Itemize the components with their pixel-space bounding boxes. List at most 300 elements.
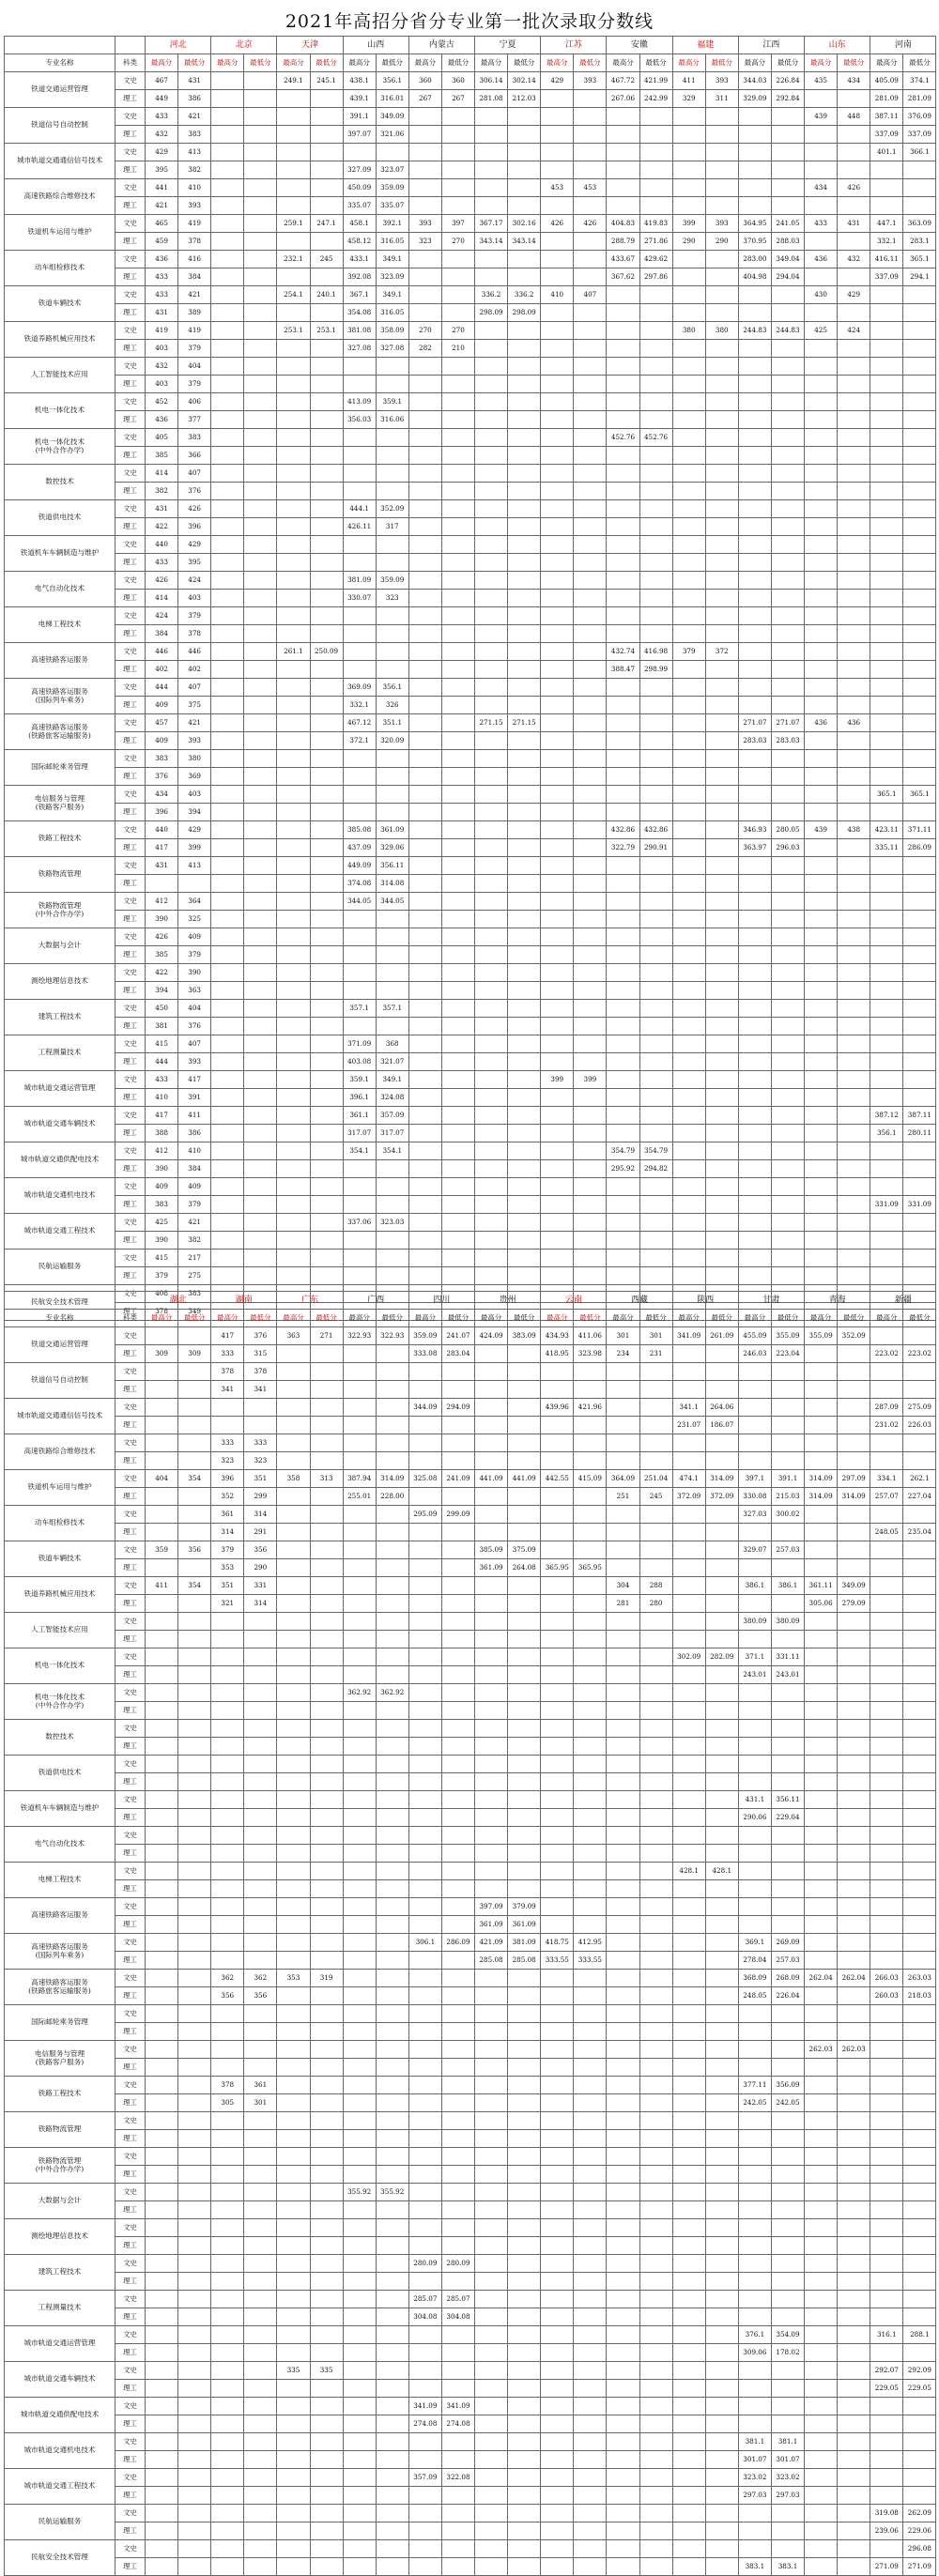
score-cell	[672, 1506, 705, 1524]
score-cell	[903, 1613, 936, 1631]
score-cell: 285.08	[508, 1952, 541, 1970]
score-cell: 376.09	[903, 108, 936, 126]
subject-type: 文史	[115, 286, 146, 304]
score-cell	[508, 607, 541, 625]
score-cell	[508, 1178, 541, 1196]
score-cell: 329	[672, 90, 705, 108]
score-cell	[244, 2362, 277, 2380]
score-cell	[838, 1250, 870, 1267]
score-cell	[211, 179, 244, 197]
score-cell	[805, 2130, 838, 2148]
table-row	[5, 893, 936, 911]
score-cell	[244, 429, 277, 447]
score-cell	[672, 1916, 705, 1934]
score-cell	[376, 2505, 408, 2522]
score-cell	[705, 2522, 738, 2540]
score-cell	[639, 179, 672, 197]
score-cell	[376, 2148, 408, 2166]
score-cell: 317.07	[343, 1125, 376, 1142]
score-cell	[244, 2023, 277, 2041]
score-cell	[771, 2415, 804, 2433]
score-cell	[607, 1250, 639, 1267]
score-cell	[607, 679, 639, 697]
score-cell	[607, 2451, 639, 2469]
score-cell	[475, 2219, 508, 2237]
score-cell	[541, 1160, 574, 1178]
score-cell	[441, 2184, 474, 2201]
score-cell	[607, 1773, 639, 1791]
subject-type: 文史	[115, 821, 146, 839]
table-row	[5, 1613, 936, 1631]
score-cell	[705, 2148, 738, 2166]
table-row	[5, 750, 936, 768]
score-cell	[475, 1178, 508, 1196]
score-cell: 354.1	[376, 1142, 408, 1160]
score-cell	[277, 2540, 310, 2558]
score-cell	[639, 679, 672, 697]
score-cell: 246.03	[738, 1345, 771, 1363]
score-cell	[475, 2059, 508, 2077]
score-cell	[574, 1267, 607, 1285]
score-cell	[639, 1363, 672, 1381]
score-cell	[310, 1809, 343, 1827]
score-cell	[244, 2148, 277, 2166]
major-name: 机电一体化技术 (中外合作办学)	[5, 1684, 115, 1720]
score-cell	[870, 643, 903, 661]
score-cell	[805, 1934, 838, 1952]
score-cell	[574, 679, 607, 697]
score-cell	[903, 554, 936, 572]
score-cell	[574, 1000, 607, 1018]
score-cell	[838, 1434, 870, 1452]
score-cell	[738, 1880, 771, 1898]
score-cell	[838, 2380, 870, 2398]
score-cell	[705, 839, 738, 857]
score-cell: 374.08	[343, 875, 376, 893]
score-cell	[607, 982, 639, 1000]
score-cell	[408, 1595, 441, 1613]
score-cell: 323.02	[771, 2469, 804, 2487]
score-cell	[672, 2522, 705, 2540]
score-cell	[475, 804, 508, 821]
header-min: 最低分	[376, 1310, 408, 1327]
major-name: 铁路物流管理 (中外合作办学)	[5, 893, 115, 928]
score-cell	[441, 750, 474, 768]
score-cell	[211, 1250, 244, 1267]
score-cell	[475, 161, 508, 179]
score-cell	[408, 1125, 441, 1142]
score-cell	[870, 1791, 903, 1809]
header-max: 最高分	[475, 1310, 508, 1327]
score-cell: 413	[178, 144, 211, 161]
score-cell	[738, 465, 771, 483]
score-cell	[870, 1381, 903, 1399]
header-max: 最高分	[211, 1310, 244, 1327]
score-cell	[310, 2255, 343, 2273]
score-cell	[343, 1756, 376, 1773]
score-cell	[574, 1631, 607, 1648]
score-cell	[738, 1863, 771, 1880]
score-cell	[705, 964, 738, 982]
score-cell	[343, 536, 376, 554]
score-cell	[475, 590, 508, 607]
score-cell	[903, 518, 936, 536]
score-cell	[211, 2059, 244, 2077]
subject-type: 理工	[115, 2094, 146, 2112]
score-cell: 426	[541, 215, 574, 233]
score-cell	[508, 857, 541, 875]
score-cell	[607, 1541, 639, 1559]
score-cell	[705, 590, 738, 607]
score-cell: 356.03	[343, 411, 376, 429]
score-cell	[277, 1666, 310, 1684]
table-row	[5, 126, 936, 144]
score-cell	[771, 465, 804, 483]
subject-type: 文史	[115, 429, 146, 447]
score-cell	[310, 465, 343, 483]
score-cell	[408, 376, 441, 393]
score-cell	[244, 1107, 277, 1125]
score-cell	[475, 376, 508, 393]
score-cell	[211, 2308, 244, 2326]
score-cell	[244, 2522, 277, 2540]
score-cell	[475, 946, 508, 964]
score-cell	[607, 1756, 639, 1773]
score-cell	[672, 2237, 705, 2255]
score-cell	[211, 2023, 244, 2041]
score-cell	[343, 643, 376, 661]
table-row	[5, 2094, 936, 2112]
score-cell	[146, 2326, 178, 2344]
header-type: 科类	[115, 1310, 146, 1327]
score-cell	[805, 144, 838, 161]
score-cell	[639, 928, 672, 946]
province-name: 青海	[805, 1292, 870, 1310]
score-cell	[771, 411, 804, 429]
score-cell: 386.1	[771, 1577, 804, 1595]
score-cell	[408, 179, 441, 197]
score-cell	[639, 1613, 672, 1631]
score-cell	[310, 2398, 343, 2415]
score-cell: 413.09	[343, 393, 376, 411]
score-cell: 283.00	[738, 251, 771, 268]
score-cell	[508, 554, 541, 572]
score-cell	[838, 2308, 870, 2326]
score-cell	[574, 411, 607, 429]
score-cell	[705, 1916, 738, 1934]
score-cell: 402	[178, 661, 211, 679]
major-name: 高速铁路客运服务 (铁路旅客运输服务)	[5, 714, 115, 750]
score-cell	[541, 1738, 574, 1756]
score-cell	[738, 1125, 771, 1142]
score-cell	[541, 500, 574, 518]
score-cell: 356	[178, 1541, 211, 1559]
table-row	[5, 447, 936, 465]
score-cell	[805, 1702, 838, 1720]
score-cell	[805, 643, 838, 661]
score-cell	[805, 304, 838, 322]
score-cell	[408, 161, 441, 179]
score-cell	[211, 1738, 244, 1756]
score-cell	[705, 2326, 738, 2344]
score-cell	[508, 429, 541, 447]
score-cell	[343, 928, 376, 946]
score-cell	[376, 1524, 408, 1541]
score-cell: 428.1	[705, 1863, 738, 1880]
score-cell: 323	[211, 1452, 244, 1470]
score-cell	[475, 1488, 508, 1506]
score-cell	[310, 161, 343, 179]
score-cell	[146, 1559, 178, 1577]
score-cell: 229.04	[771, 1809, 804, 1827]
score-cell: 391	[178, 1089, 211, 1107]
score-cell	[639, 1434, 672, 1452]
score-cell	[903, 625, 936, 643]
score-cell	[705, 108, 738, 126]
score-cell	[310, 1952, 343, 1970]
score-cell	[639, 2077, 672, 2094]
score-cell	[408, 2558, 441, 2576]
score-cell: 409	[178, 928, 211, 946]
score-cell	[574, 2077, 607, 2094]
score-cell	[903, 2166, 936, 2184]
score-cell: 421.09	[475, 1934, 508, 1952]
score-cell	[508, 1267, 541, 1285]
score-cell	[277, 1631, 310, 1648]
score-cell: 248.05	[870, 1524, 903, 1541]
score-cell	[771, 161, 804, 179]
score-cell	[178, 1613, 211, 1631]
score-cell	[244, 1160, 277, 1178]
score-cell	[805, 661, 838, 679]
table-row	[5, 1160, 936, 1178]
score-cell	[639, 1000, 672, 1018]
table-row	[5, 982, 936, 1000]
score-cell: 223.02	[903, 1345, 936, 1363]
score-cell	[541, 1018, 574, 1035]
score-cell	[639, 714, 672, 732]
score-cell	[441, 1970, 474, 1987]
score-cell	[705, 1232, 738, 1250]
score-cell	[310, 1399, 343, 1417]
table-row	[5, 1952, 936, 1970]
score-cell	[541, 2380, 574, 2398]
major-name: 民航安全技术管理	[5, 1285, 115, 1321]
score-cell	[541, 1053, 574, 1071]
score-cell	[805, 518, 838, 536]
score-cell	[343, 804, 376, 821]
score-cell	[870, 2255, 903, 2273]
score-cell	[508, 1000, 541, 1018]
score-cell	[771, 1000, 804, 1018]
score-cell	[574, 661, 607, 679]
score-cell	[244, 911, 277, 928]
score-cell: 436	[146, 251, 178, 268]
score-cell: 226.04	[771, 1987, 804, 2005]
subject-type: 理工	[115, 1160, 146, 1178]
score-cell	[771, 358, 804, 376]
score-cell: 261.1	[277, 643, 310, 661]
score-cell	[277, 625, 310, 643]
score-cell	[408, 500, 441, 518]
score-cell	[277, 964, 310, 982]
score-cell	[277, 2201, 310, 2219]
score-cell	[541, 2291, 574, 2308]
score-cell: 364.95	[738, 215, 771, 233]
score-cell	[211, 697, 244, 714]
score-cell	[903, 1089, 936, 1107]
score-cell	[838, 1160, 870, 1178]
subject-type: 文史	[115, 643, 146, 661]
score-cell: 260.03	[870, 1987, 903, 2005]
major-name: 铁路物流管理	[5, 857, 115, 893]
score-cell	[441, 393, 474, 411]
score-cell	[639, 2255, 672, 2273]
major-name: 动车组检修技术	[5, 251, 115, 286]
score-cell	[541, 2522, 574, 2540]
score-cell	[376, 2112, 408, 2130]
score-cell	[574, 1363, 607, 1381]
score-cell	[211, 1934, 244, 1952]
score-cell	[903, 161, 936, 179]
major-name: 人工智能技术应用	[5, 358, 115, 393]
score-cell	[211, 1880, 244, 1898]
major-name: 测绘地理信息技术	[5, 2219, 115, 2255]
score-cell: 401.1	[870, 144, 903, 161]
score-cell	[441, 857, 474, 875]
score-cell: 231	[639, 1345, 672, 1363]
score-cell	[277, 197, 310, 215]
score-cell	[541, 661, 574, 679]
score-cell	[705, 2077, 738, 2094]
subject-type: 理工	[115, 590, 146, 607]
score-cell: 429.62	[639, 251, 672, 268]
score-cell	[574, 964, 607, 982]
score-cell	[310, 2522, 343, 2540]
header-min: 最低分	[178, 1310, 211, 1327]
score-cell	[310, 1381, 343, 1399]
score-cell	[607, 1702, 639, 1720]
score-cell: 371.09	[343, 1035, 376, 1053]
score-cell	[805, 2362, 838, 2380]
score-cell	[903, 1053, 936, 1071]
score-cell	[870, 1452, 903, 1470]
subject-type: 文史	[115, 1363, 146, 1381]
score-cell	[441, 518, 474, 536]
score-cell	[672, 1089, 705, 1107]
score-cell	[607, 108, 639, 126]
score-cell	[343, 2219, 376, 2237]
score-cell: 422	[146, 964, 178, 982]
score-cell	[870, 2540, 903, 2558]
score-cell	[805, 1214, 838, 1232]
score-cell	[277, 1613, 310, 1631]
score-cell	[574, 1035, 607, 1053]
score-cell	[441, 268, 474, 286]
score-cell	[211, 1845, 244, 1863]
score-cell	[277, 1506, 310, 1524]
score-cell	[277, 2237, 310, 2255]
score-cell: 262.09	[903, 2505, 936, 2522]
score-cell	[738, 768, 771, 786]
score-cell	[870, 2130, 903, 2148]
table-row	[5, 768, 936, 786]
score-cell: 280	[639, 1595, 672, 1613]
score-cell	[178, 1399, 211, 1417]
score-cell	[705, 768, 738, 786]
major-name: 民航运输服务	[5, 1250, 115, 1285]
score-cell	[541, 1648, 574, 1666]
score-cell	[672, 1559, 705, 1577]
score-cell	[639, 2130, 672, 2148]
header-max: 最高分	[672, 54, 705, 72]
score-cell	[805, 1399, 838, 1417]
score-cell	[277, 465, 310, 483]
score-cell: 335.07	[376, 197, 408, 215]
score-cell	[277, 1738, 310, 1756]
score-cell	[541, 2130, 574, 2148]
score-cell	[738, 1524, 771, 1541]
score-cell	[870, 857, 903, 875]
score-cell: 388	[146, 1125, 178, 1142]
score-cell	[178, 2344, 211, 2362]
score-cell	[541, 590, 574, 607]
score-cell	[870, 679, 903, 697]
score-cell: 270	[408, 322, 441, 340]
score-cell	[903, 1381, 936, 1399]
score-cell	[343, 2273, 376, 2291]
score-cell	[441, 714, 474, 732]
score-cell	[376, 2362, 408, 2380]
score-cell: 352	[211, 1488, 244, 1506]
score-cell	[343, 2540, 376, 2558]
score-cell	[870, 2398, 903, 2415]
score-cell	[277, 821, 310, 839]
score-cell	[541, 376, 574, 393]
score-cell	[508, 2398, 541, 2415]
score-cell	[178, 1648, 211, 1666]
score-cell	[541, 1434, 574, 1452]
score-cell	[475, 661, 508, 679]
score-cell	[244, 1827, 277, 1845]
subject-type: 理工	[115, 1666, 146, 1684]
score-cell	[838, 607, 870, 625]
major-name: 电气自动化技术	[5, 1827, 115, 1863]
score-cell	[310, 1898, 343, 1916]
score-cell: 354	[178, 1470, 211, 1488]
score-cell	[211, 2362, 244, 2380]
score-cell	[343, 661, 376, 679]
score-cell: 314	[244, 1595, 277, 1613]
score-cell: 416	[178, 251, 211, 268]
score-cell: 232.1	[277, 251, 310, 268]
score-cell	[870, 804, 903, 821]
score-cell	[343, 2130, 376, 2148]
score-cell: 295.92	[607, 1160, 639, 1178]
score-cell	[475, 429, 508, 447]
score-cell: 431	[146, 500, 178, 518]
score-cell	[672, 2469, 705, 2487]
table-row	[5, 2112, 936, 2130]
score-cell: 317	[376, 518, 408, 536]
score-cell	[574, 1381, 607, 1399]
major-name: 高速铁路综合维修技术	[5, 179, 115, 215]
score-cell	[343, 465, 376, 483]
score-cell	[771, 982, 804, 1000]
score-cell	[705, 554, 738, 572]
table-row	[5, 2201, 936, 2219]
score-cell	[508, 2130, 541, 2148]
